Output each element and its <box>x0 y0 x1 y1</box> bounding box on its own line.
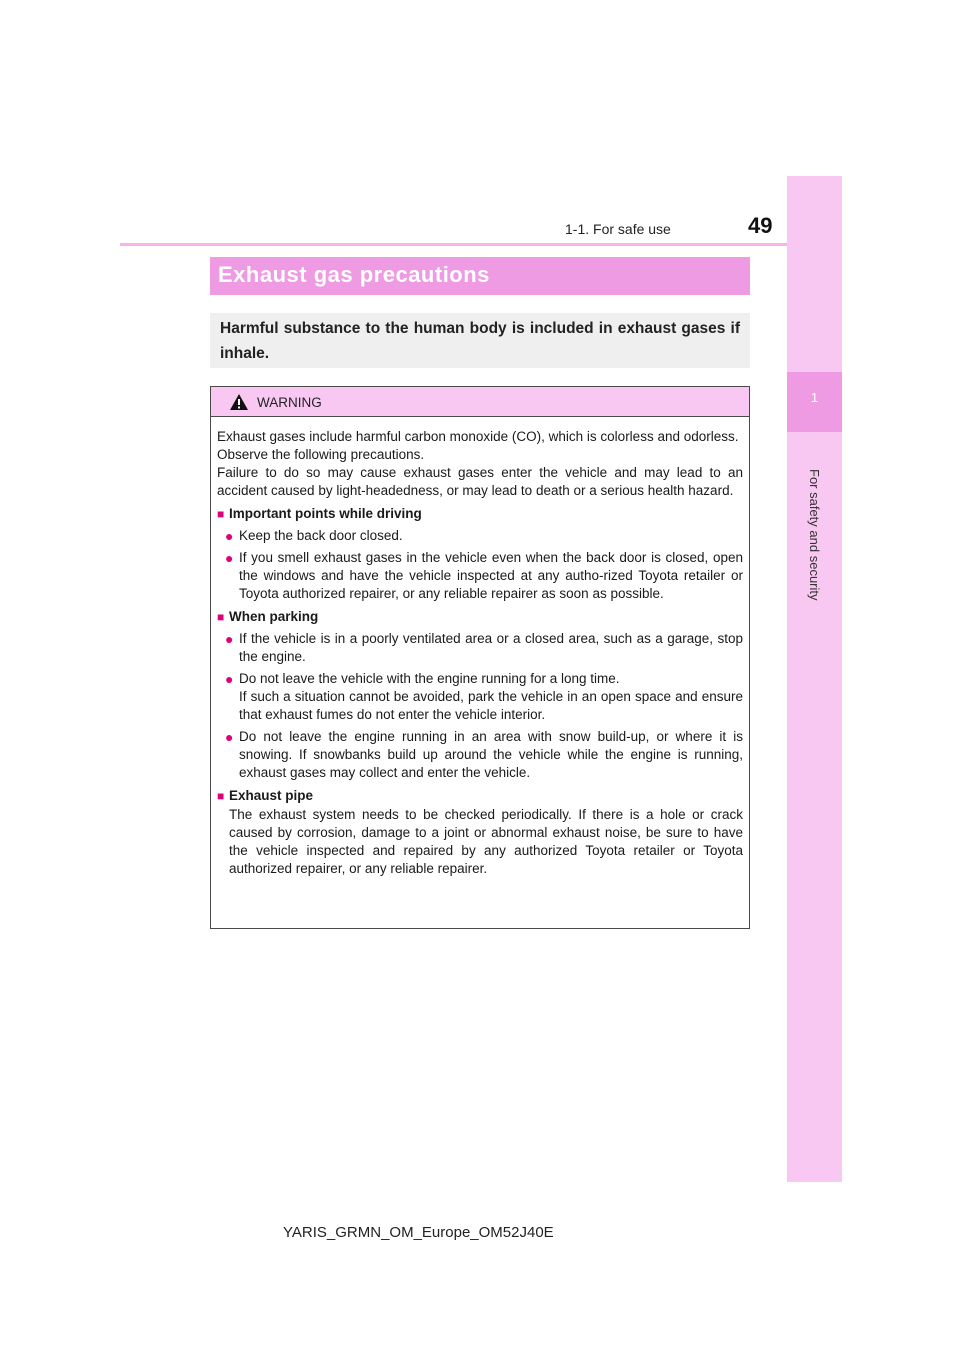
footer-document-code: YARIS_GRMN_OM_Europe_OM52J40E <box>283 1224 554 1241</box>
intro-box: Harmful substance to the human body is included in exhaust gases if inhale. <box>210 313 750 368</box>
warning-triangle-icon <box>229 393 249 416</box>
section-heading-exhaust-pipe <box>217 787 743 805</box>
warning-header <box>211 387 749 417</box>
list-item <box>217 527 743 545</box>
warning-body <box>217 428 743 878</box>
warning-intro-line-1: Exhaust gases include harmful carbon monoxide (CO), which is colorless and odorless. Observe the following precautions. <box>217 429 739 462</box>
list-item <box>217 630 743 666</box>
header-rule <box>120 243 842 246</box>
round-bullet-icon: ● <box>225 550 234 566</box>
section-heading-text: When parking <box>229 609 319 624</box>
list-item <box>217 728 743 782</box>
header-section-label: 1-1. For safe use <box>565 221 671 237</box>
page-number: 49 <box>748 213 773 238</box>
exhaust-pipe-text: The exhaust system needs to be checked periodically. If there is a hole or crack caused by corrosion, damage to a joint or abnormal exhaust noise, be sure to have the vehicle inspected and repaired by any authorized Toyota retailer or Toyota authorized repairer, or any reliable repairer. <box>229 807 743 876</box>
section-heading-text: Important points while driving <box>229 506 422 521</box>
square-bullet-icon: ■ <box>217 610 225 624</box>
list-item-text: If you smell exhaust gases in the vehicle even when the back door is closed, open the windows and have the vehicle inspected at any autho-rized Toyota retailer or Toyota authorized repairer, or any reliable repairer as soon as possible. <box>239 550 743 601</box>
list-item-text-extra: If such a situation cannot be avoided, park the vehicle in an open space and ensure that exhaust fumes do not enter the vehicle interior. <box>239 689 743 722</box>
warning-intro-line-2: Failure to do so may cause exhaust gases enter the vehicle and may lead to an accident caused by light-headedness, or may lead to death or a serious health hazard. <box>217 465 743 498</box>
round-bullet-icon: ● <box>225 631 234 647</box>
list-item-text: Keep the back door closed. <box>239 528 403 543</box>
round-bullet-icon: ● <box>225 729 234 745</box>
round-bullet-icon: ● <box>225 671 234 687</box>
section-heading-text: Exhaust pipe <box>229 788 314 803</box>
section-heading-driving <box>217 505 743 523</box>
square-bullet-icon: ■ <box>217 507 225 521</box>
list-item-text-block <box>239 670 743 724</box>
side-chapter-title-text: For safety and security <box>807 469 822 601</box>
warning-label: WARNING <box>257 395 322 410</box>
warning-box <box>210 386 750 929</box>
square-bullet-icon: ■ <box>217 789 225 803</box>
side-chapter-title <box>787 455 842 615</box>
list-item-text: If the vehicle is in a poorly ventilated area or a closed area, such as a garage, stop the engine. <box>239 631 743 664</box>
list-item-text: Do not leave the vehicle with the engine running for a long time. <box>239 671 620 686</box>
section-heading-parking <box>217 608 743 626</box>
section-title: Exhaust gas precautions <box>218 262 490 287</box>
side-chapter-number: 1 <box>810 390 819 405</box>
list-item-text: Do not leave the engine running in an area with snow build-up, or where it is snowing. If snowbanks build up around the vehicle while the engine is running, exhaust gases may collect and enter the vehicle. <box>239 729 743 780</box>
round-bullet-icon: ● <box>225 528 234 544</box>
side-chapter-tab <box>787 176 842 1182</box>
list-item <box>217 670 743 724</box>
list-item <box>217 549 743 603</box>
